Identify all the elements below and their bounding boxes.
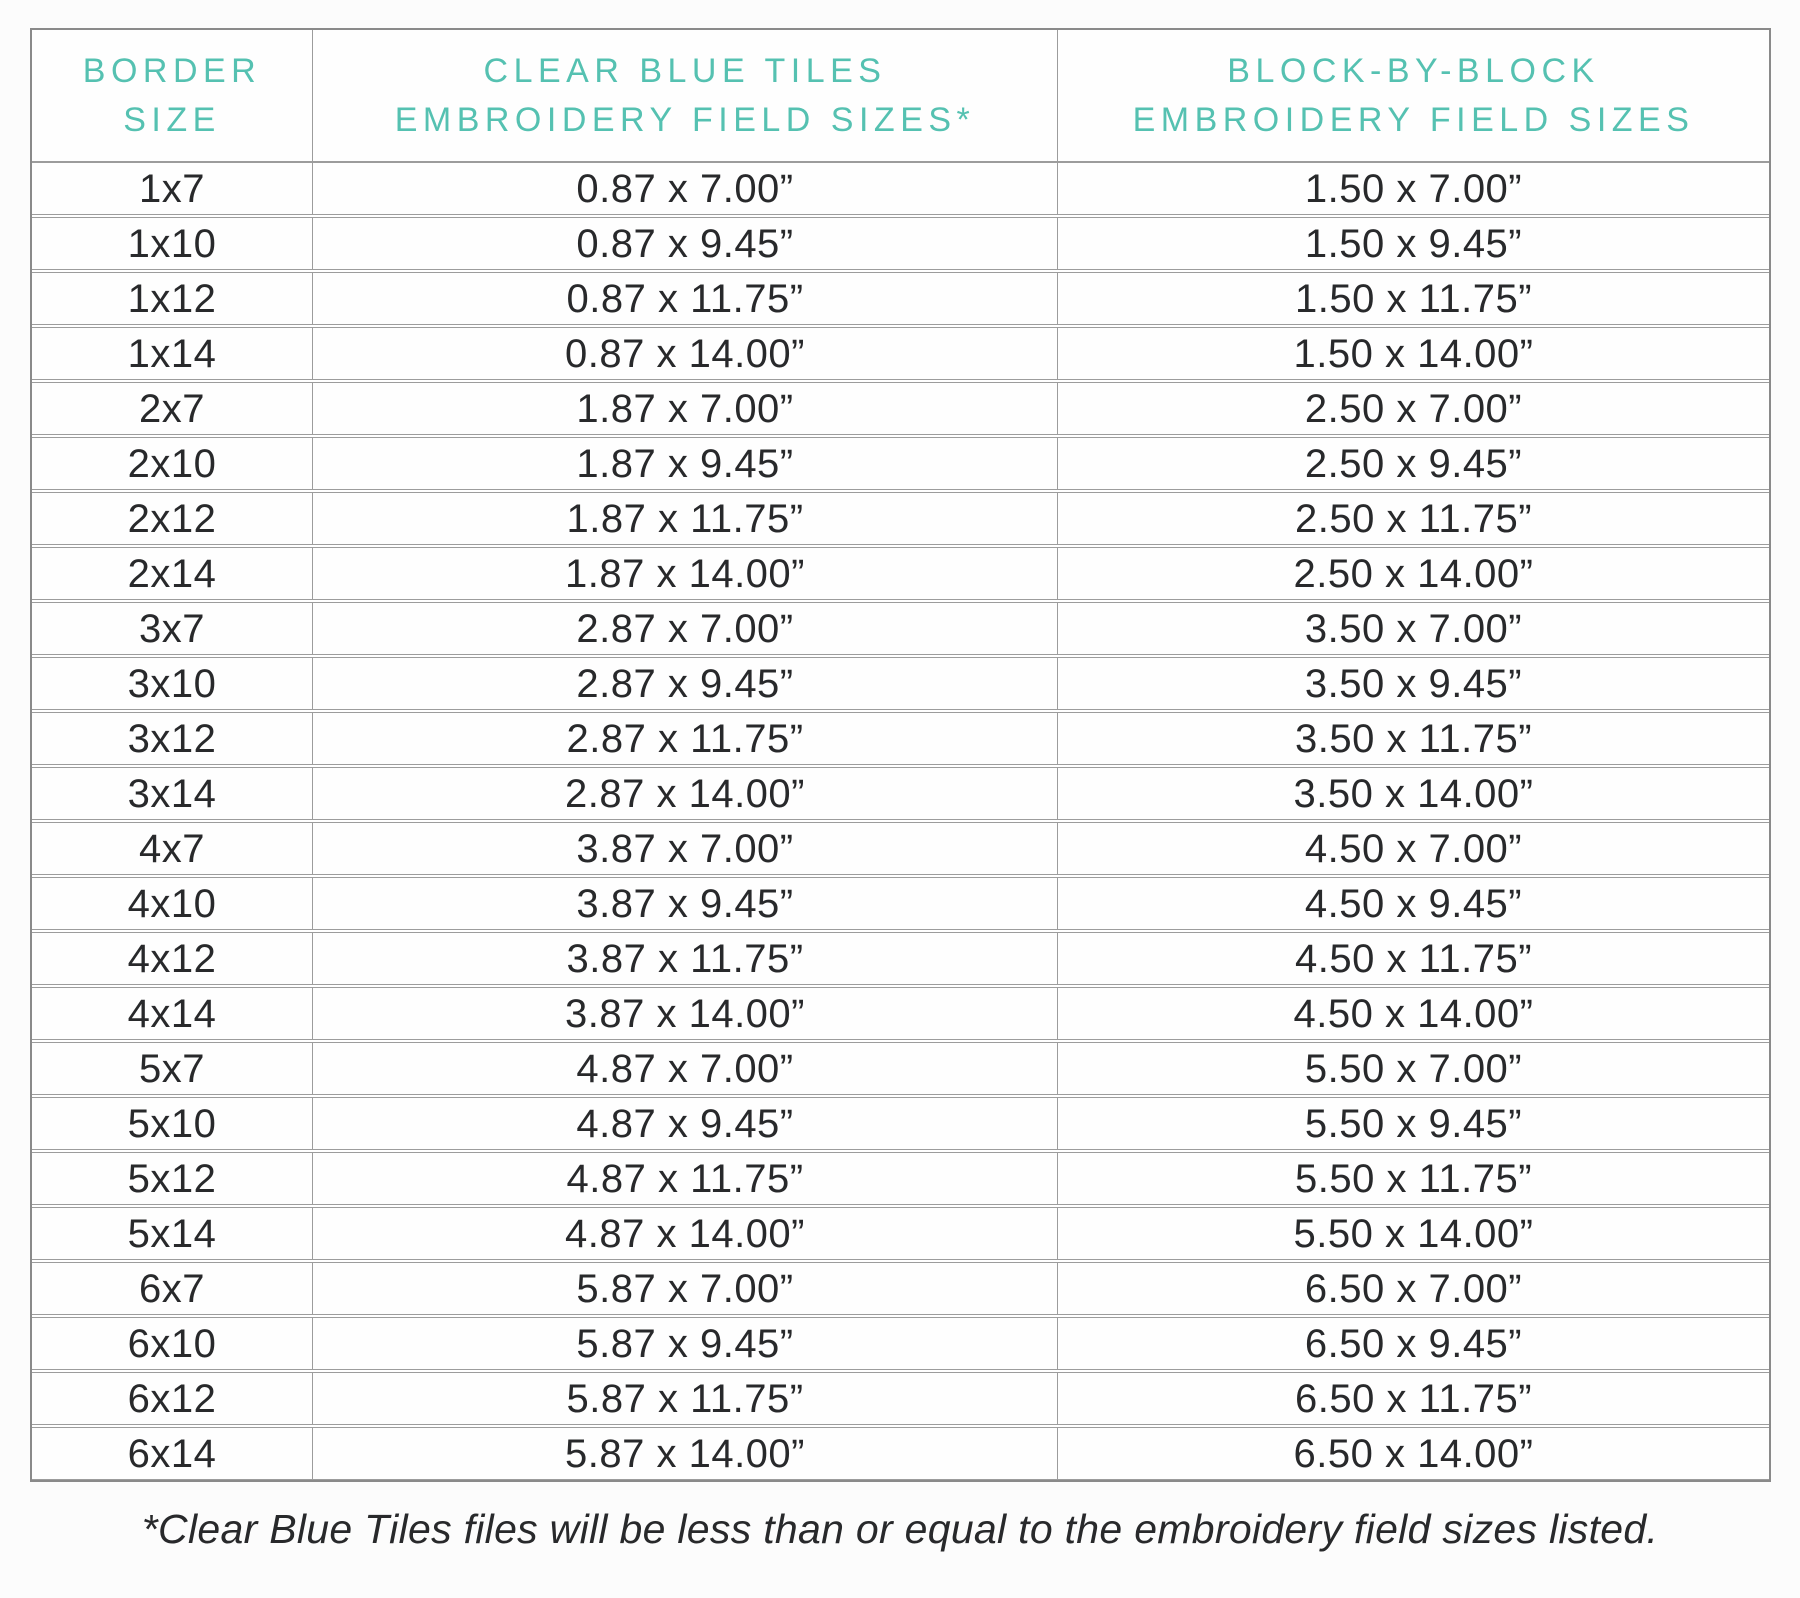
table-cell: 2.87 x 9.45” (312, 658, 1058, 709)
table-cell: 3x12 (127, 716, 217, 761)
table-row (32, 822, 1769, 875)
table-cell: 2.87 x 11.75” (312, 713, 1058, 764)
table-row (32, 547, 1769, 600)
table-cell: 5.87 x 11.75” (312, 1373, 1058, 1424)
table-row (32, 437, 1769, 490)
table-row (32, 657, 1769, 710)
column-header-line: BLOCK-BY-BLOCK (1227, 52, 1600, 91)
table-cell: 6x7 (139, 1266, 205, 1311)
table-cell: 4.50 x 11.75” (1294, 936, 1533, 981)
table-cell: 1.50 x 14.00” (1293, 331, 1534, 376)
table-cell: 0.87 x 14.00” (312, 328, 1058, 379)
table-cell: 2.50 x 14.00” (1293, 551, 1534, 596)
table-cell: 3.87 x 11.75” (312, 933, 1058, 984)
table-row (32, 1097, 1769, 1150)
table-cell: 4.50 x 14.00” (1293, 991, 1534, 1036)
table-cell: 5x12 (127, 1156, 217, 1201)
table-cell: 3x14 (127, 771, 217, 816)
table-cell: 4.87 x 14.00” (312, 1208, 1058, 1259)
table-cell: 2x12 (127, 496, 217, 541)
table-cell: 4.87 x 11.75” (312, 1153, 1058, 1204)
column-header-block-by-block (1058, 30, 1769, 161)
table-cell: 6.50 x 11.75” (1294, 1376, 1533, 1421)
table-row (32, 327, 1769, 380)
table-cell: 3x10 (127, 661, 217, 706)
column-header-line: SIZE (123, 100, 221, 139)
table-cell: 1x7 (139, 166, 205, 211)
table-row (32, 1427, 1769, 1480)
table-row (32, 987, 1769, 1040)
footnote-text: *Clear Blue Tiles files will be less than or equal to the embroidery field sizes listed. (141, 1506, 1659, 1552)
table-cell: 2.50 x 9.45” (1304, 441, 1523, 486)
table-header-row (32, 30, 1769, 162)
column-header-line: EMBROIDERY FIELD SIZES* (394, 100, 976, 139)
table-cell: 3.87 x 7.00” (312, 823, 1058, 874)
table-row (32, 1317, 1769, 1370)
table-row (32, 712, 1769, 765)
table-cell: 5x14 (127, 1211, 217, 1256)
table-cell: 6x12 (127, 1376, 217, 1421)
column-header-line: EMBROIDERY FIELD SIZES (1132, 100, 1695, 139)
table-cell: 4.50 x 7.00” (1304, 826, 1523, 871)
table-row (32, 602, 1769, 655)
table-row (32, 1262, 1769, 1315)
table-cell: 1x14 (127, 331, 217, 376)
table-cell: 5.87 x 7.00” (312, 1263, 1058, 1314)
table-cell: 5.50 x 9.45” (1304, 1101, 1523, 1146)
table-cell: 0.87 x 11.75” (312, 273, 1058, 324)
table-cell: 5.87 x 9.45” (312, 1318, 1058, 1369)
table-cell: 4x10 (127, 881, 217, 926)
table-row (32, 1152, 1769, 1205)
table-cell: 5.87 x 14.00” (312, 1428, 1058, 1479)
table-body (32, 162, 1769, 1480)
table-cell: 3.50 x 9.45” (1304, 661, 1523, 706)
table-cell: 2.50 x 11.75” (1294, 496, 1533, 541)
column-header-border-size (32, 30, 312, 161)
table-row (32, 1207, 1769, 1260)
table-cell: 5x10 (127, 1101, 217, 1146)
table-row (32, 767, 1769, 820)
table-row (32, 382, 1769, 435)
table-cell: 5x7 (139, 1046, 205, 1091)
table-row (32, 162, 1769, 215)
table-cell: 1x12 (127, 276, 217, 321)
table-cell: 4.87 x 9.45” (312, 1098, 1058, 1149)
table-row (32, 932, 1769, 985)
column-header-clear-blue-tiles (312, 30, 1058, 161)
table-cell: 2.50 x 7.00” (1304, 386, 1523, 431)
table-cell: 4x14 (127, 991, 217, 1036)
table-cell: 3.87 x 9.45” (312, 878, 1058, 929)
table-cell: 6.50 x 7.00” (1304, 1266, 1523, 1311)
table-cell: 5.50 x 11.75” (1294, 1156, 1533, 1201)
table-cell: 6.50 x 9.45” (1304, 1321, 1523, 1366)
table-cell: 3.87 x 14.00” (312, 988, 1058, 1039)
table-cell: 4x7 (139, 826, 205, 871)
table-cell: 5.50 x 7.00” (1304, 1046, 1523, 1091)
table-row (32, 877, 1769, 930)
table-row (32, 1372, 1769, 1425)
table-cell: 1.87 x 7.00” (312, 383, 1058, 434)
table-cell: 4.50 x 9.45” (1304, 881, 1523, 926)
column-header-line: CLEAR BLUE TILES (483, 52, 887, 91)
embroidery-field-sizes-table (30, 28, 1771, 1482)
table-cell: 4.87 x 7.00” (312, 1043, 1058, 1094)
table-cell: 1.87 x 9.45” (312, 438, 1058, 489)
table-cell: 1.87 x 11.75” (312, 493, 1058, 544)
table-row (32, 1042, 1769, 1095)
table-cell: 4x12 (127, 936, 217, 981)
table-cell: 3.50 x 14.00” (1293, 771, 1534, 816)
table-cell: 6.50 x 14.00” (1293, 1431, 1534, 1476)
table-cell: 1.50 x 11.75” (1294, 276, 1533, 321)
table-row (32, 492, 1769, 545)
table-cell: 0.87 x 9.45” (312, 218, 1058, 269)
table-cell: 6x10 (127, 1321, 217, 1366)
table-row (32, 217, 1769, 270)
table-cell: 3.50 x 11.75” (1294, 716, 1533, 761)
table-cell: 5.50 x 14.00” (1293, 1211, 1534, 1256)
table-cell: 3x7 (139, 606, 205, 651)
table-cell: 2x7 (139, 386, 205, 431)
table-cell: 3.50 x 7.00” (1304, 606, 1523, 651)
table-cell: 1.50 x 7.00” (1304, 166, 1523, 211)
table-cell: 1.50 x 9.45” (1304, 221, 1523, 266)
table-row (32, 272, 1769, 325)
table-cell: 2x14 (127, 551, 217, 596)
column-header-line: BORDER (82, 52, 262, 91)
table-cell: 2.87 x 7.00” (312, 603, 1058, 654)
table-cell: 0.87 x 7.00” (312, 163, 1058, 214)
table-cell: 2.87 x 14.00” (312, 768, 1058, 819)
table-cell: 1x10 (127, 221, 217, 266)
table-cell: 1.87 x 14.00” (312, 548, 1058, 599)
table-cell: 6x14 (127, 1431, 217, 1476)
table-cell: 2x10 (127, 441, 217, 486)
